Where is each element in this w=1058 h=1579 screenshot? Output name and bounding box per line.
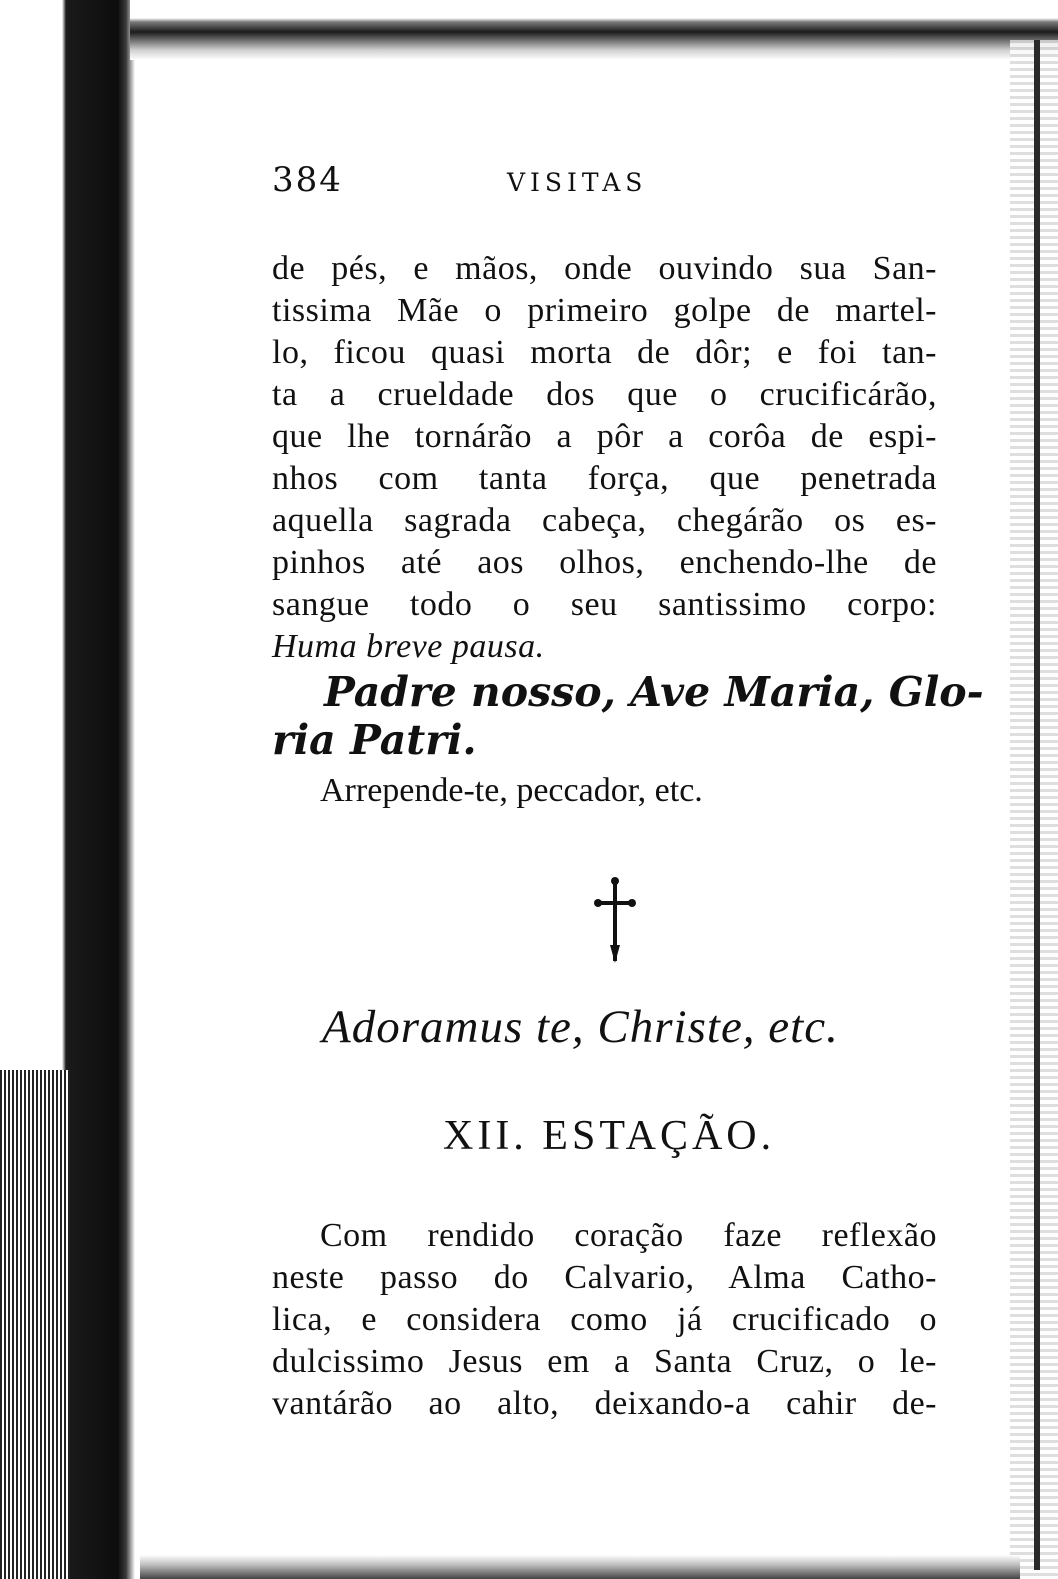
page-edge-right-line bbox=[1034, 40, 1040, 1570]
text-line: nhos com tanta força, que penetrada bbox=[272, 460, 937, 497]
text-line: aquella sagrada cabeça, chegárão os es- bbox=[272, 502, 937, 539]
adoramus-line: Adoramus te, Christe, etc. bbox=[322, 1001, 839, 1053]
text-line: que lhe tornárão a pôr a corôa de espi- bbox=[272, 418, 937, 455]
text-line: pinhos até aos olhos, enchendo-lhe de bbox=[272, 544, 937, 581]
prayer-line-2: ria Patri. bbox=[272, 716, 477, 764]
prayer-line-1: Padre nosso, Ave Maria, Glo- bbox=[324, 668, 984, 716]
binding-shadow-top bbox=[130, 0, 1058, 60]
text-line: vantárão ao alto, deixando-a cahir de- bbox=[272, 1385, 937, 1422]
page-edge-bottom bbox=[140, 1555, 1020, 1579]
text-line: tissima Mãe o primeiro golpe de martel- bbox=[272, 292, 937, 329]
station-paragraph bbox=[272, 1215, 937, 1425]
prayer-block bbox=[272, 668, 984, 764]
text-line: dulcissimo Jesus em a Santa Cruz, o le- bbox=[272, 1343, 937, 1380]
text-line: sangue todo o seu santissimo corpo: bbox=[272, 586, 937, 623]
pause-note: Huma breve pausa. bbox=[272, 628, 545, 665]
page-number: 384 bbox=[272, 160, 343, 200]
text-line: lo, ficou quasi morta de dôr; e foi tan- bbox=[272, 334, 937, 371]
station-title: XII. ESTAÇÃO. bbox=[443, 1113, 776, 1159]
book-page bbox=[272, 150, 984, 812]
text-line: neste passo do Calvario, Alma Catho- bbox=[272, 1259, 937, 1296]
text-line: de pés, e mãos, onde ouvindo sua San- bbox=[272, 250, 937, 287]
cross-icon bbox=[570, 875, 660, 965]
text-line: lica, e considera como já crucificado o bbox=[272, 1301, 937, 1338]
refrain: Arrepende-te, peccador, etc. bbox=[320, 772, 703, 809]
paragraph-1 bbox=[272, 248, 937, 668]
running-head bbox=[272, 150, 937, 202]
running-title: VISITAS bbox=[507, 168, 648, 197]
text-line: Com rendido coração faze reflexão bbox=[320, 1217, 937, 1254]
binding-edge-lower bbox=[0, 1070, 70, 1579]
text-line: ta a crueldade dos que o crucificárão, bbox=[272, 376, 937, 413]
